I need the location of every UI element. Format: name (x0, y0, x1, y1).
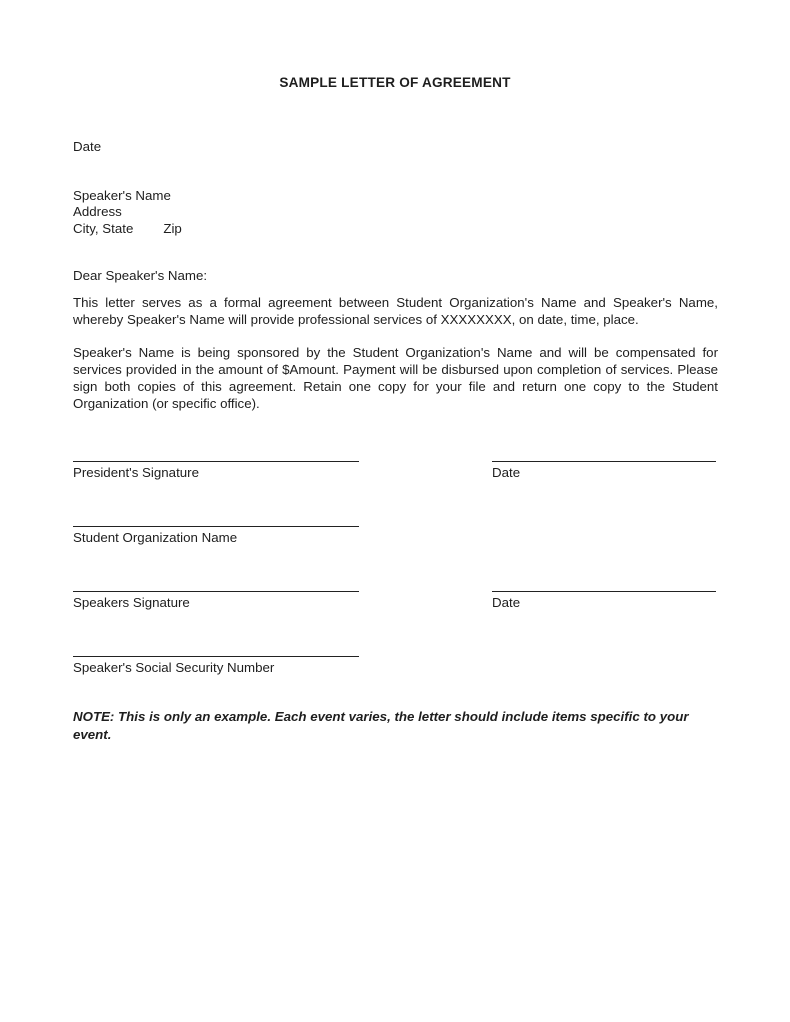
note-paragraph: NOTE: This is only an example. Each event varies, the letter should include items specific to your event. (73, 709, 689, 742)
president-date-line (492, 461, 716, 480)
signature-row-organization (73, 526, 718, 566)
recipient-name: Speaker's Name (73, 188, 171, 203)
recipient-address: Address (73, 204, 122, 220)
recipient-address-block (73, 188, 182, 237)
speaker-date-line (492, 591, 716, 610)
president-date-label: Date (492, 465, 521, 480)
organization-name-label: Student Organization Name (73, 530, 238, 545)
body-paragraph-1: This letter serves as a formal agreement between Student Organization's Name and Speaker's Name, whereby Speaker's Name will provide professional services of XXXXXXXX, on date, time, place. (73, 295, 718, 327)
speaker-date-label: Date (492, 595, 521, 610)
speaker-ssn-line (73, 656, 359, 675)
organization-name-line (73, 526, 359, 545)
recipient-city-state: City, State (73, 220, 134, 236)
recipient-city-state-zip (73, 221, 182, 237)
signature-row-ssn (73, 656, 718, 696)
signature-row-president (73, 461, 718, 501)
letter-date-placeholder: Date (73, 139, 102, 154)
signature-row-speaker (73, 591, 718, 631)
speaker-signature-line (73, 591, 359, 610)
salutation: Dear Speaker's Name: (73, 268, 208, 283)
body-paragraph-2: Speaker's Name is being sponsored by the Student Organization's Name and will be compensated for services provided in the amount of $Amount. Payment will be disbursed upon completion of services. Please sign both copies of this agreement. Retain one copy for your file and return one copy to the Student Organization (or specific office). (73, 345, 718, 411)
recipient-zip: Zip (163, 220, 182, 236)
document-title: SAMPLE LETTER OF AGREEMENT (279, 75, 511, 90)
speaker-signature-label: Speakers Signature (73, 595, 190, 610)
president-signature-label: President's Signature (73, 465, 199, 480)
president-signature-line (73, 461, 359, 480)
speaker-ssn-label: Speaker's Social Security Number (73, 660, 275, 675)
